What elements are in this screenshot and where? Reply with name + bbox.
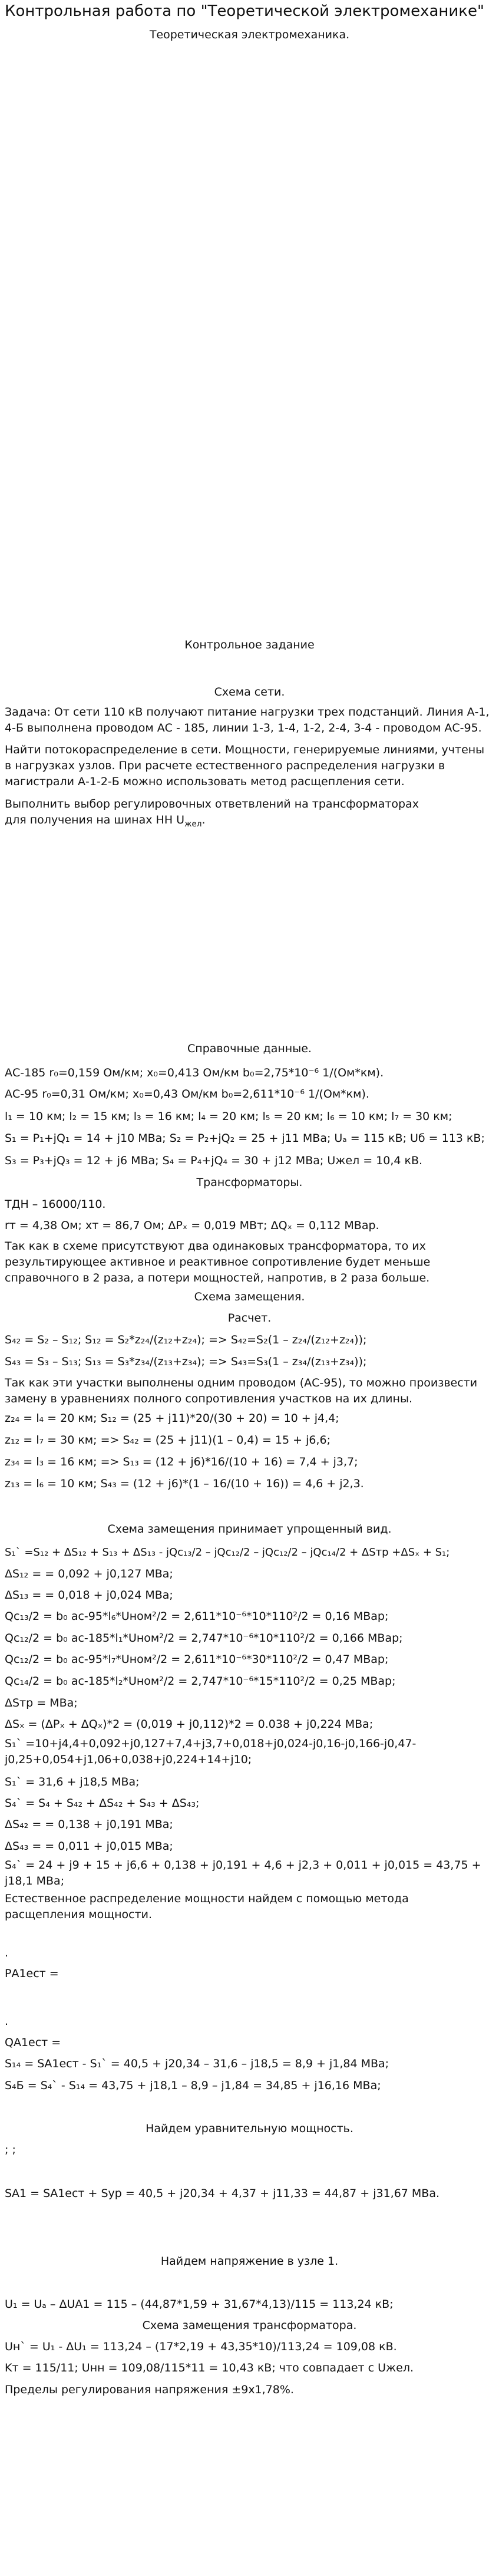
transformer-note: Так как в схеме присутствуют два одинаковых трансформатора, то их результирующее активное и реактивное сопротивление будет меньше справочного в 2 раза, а потери мощностей, напротив, в 2 раза больше. — [5, 1240, 431, 1284]
qc14-line: Qс₁₄/2 = b₀ ас-185*l₂*Uном²/2 = 2,747*10⁻⁶*15*110²/2 = 0,25 МВар; — [5, 1675, 396, 1688]
ref-ac185: АС-185 r₀=0,159 Ом/км; x₀=0,413 Ом/км b₀=2,75*10⁻⁶ 1/(Ом*км). — [5, 1066, 384, 1079]
node-loads-1: S₁ = P₁+jQ₁ = 14 + j10 МВа; S₂ = P₂+jQ₂ = 25 + j11 МВа; Uₐ = 115 кВ; Uб = 113 кВ; — [5, 1132, 485, 1145]
equivalent-circuit-heading: Схема замещения. — [194, 1290, 305, 1303]
document-subtitle: Теоретическая электромеханика. — [149, 28, 350, 41]
simplified-heading: Схема замещения принимает упрощенный вид. — [107, 1523, 392, 1536]
ds13-line: ΔS₁₃ = = 0,018 + j0,024 МВа; — [5, 1589, 173, 1602]
u1-line: U₁ = Uₐ – ΔUА1 = 115 – (44,87*1,59 + 31,67*4,13)/115 = 113,24 кВ; — [5, 2298, 394, 2311]
task-text: Задача: От сети 110 кВ получают питание нагрузки трех подстанций. Линия А-1, 4-Б выполнена проводом АС - 185, линии 1-3, 1-4, 1-2, 2-4, 3-4 - проводом АС-95. — [5, 706, 490, 734]
s4b-line: S₄Б = S₄` - S₁₄ = 43,75 + j18,1 – 8,9 – j1,84 = 34,85 + j16,16 МВа; — [5, 2079, 381, 2092]
node-loads-2: S₃ = P₃+jQ₃ = 12 + j6 МВа; S₄ = P₄+jQ₄ = 30 + j12 МВа; Uжел = 10,4 кВ. — [5, 1154, 423, 1167]
ds12-line: ΔS₁₂ = = 0,092 + j0,127 МВа; — [5, 1567, 173, 1580]
s1-prime-equation: S₁` =S₁₂ + ΔS₁₂ + S₁₃ + ΔS₁₃ - jQс₁₃/2 – jQс₁₂/2 – jQс₁₂/2 – jQс₁₄/2 + ΔSтр +ΔSₓ + S₁; — [5, 1546, 450, 1559]
task-select-sub: жел — [184, 819, 202, 829]
s4-prime-equation: S₄` = S₄ + S₄₂ + ΔS₄₂ + S₄₃ + ΔS₄₃; — [5, 1797, 200, 1810]
task-select-line-1: Выполнить выбор регулировочных ответвлений на трансформаторах — [5, 798, 419, 811]
assignment-heading: Контрольное задание — [184, 638, 315, 651]
transformer-equivalent-heading: Схема замещения трансформатора. — [142, 2319, 357, 2332]
transformer-params: rт = 4,38 Ом; xт = 86,7 Ом; ΔPₓ = 0,019 МВт; ΔQₓ = 0,112 МВар. — [5, 1219, 379, 1232]
qc12-line: Qс₁₂/2 = b₀ ас-185*l₁*Uном²/2 = 2,747*10⁻⁶*10*110²/2 = 0,166 МВар; — [5, 1632, 403, 1645]
document-title: Контрольная работа по "Теоретической электромеханике" — [5, 2, 484, 20]
calculation-heading: Расчет. — [227, 1312, 272, 1325]
qc13-line: Qс₁₃/2 = b₀ ас-95*l₆*Uном²/2 = 2,611*10⁻⁶*10*110²/2 = 0,16 МВар; — [5, 1610, 389, 1623]
task-find-flow: Найти потокораспределение в сети. Мощности, генерируемые линиями, учтены в нагрузках узлов. При расчете естественного распределения нагрузки в магистрали А-1-2-Б можно использовать метод расщепления сети. — [5, 743, 485, 788]
transformer-type: ТДН – 16000/110. — [5, 1198, 106, 1211]
natural-distribution-text: Естественное распределение мощности найдем с помощью метода расщепления мощности. — [5, 1892, 409, 1921]
task-select-end: . — [201, 813, 206, 826]
line-lengths: l₁ = 10 км; l₂ = 15 км; l₃ = 16 км; l₄ = 20 км; l₅ = 20 км; l₆ = 10 км; l₇ = 30 км; — [5, 1110, 452, 1123]
sa1-line: SА1 = SА1ест + Sур = 40,5 + j20,34 + 4,37 + j11,33 = 44,87 + j31,67 МВа. — [5, 2187, 440, 2200]
split-formula-2: S₄₃ = S₃ – S₁₃; S₁₃ = S₃*z₃₄/(z₁₃+z₃₄); => S₄₃=S₃(1 – z₃₄/(z₁₃+z₃₄)); — [5, 1355, 367, 1368]
kt-line: Kт = 115/11; Uнн = 109,08/115*11 = 10,43 кВ; что совпадает с Uжел. — [5, 2361, 414, 2374]
dsx-line: ΔSₓ = (ΔPₓ + ΔQₓ)*2 = (0,019 + j0,112)*2 = 0.038 + j0,224 МВа; — [5, 1718, 374, 1731]
s14-line: S₁₄ = SА1ест - S₁` = 40,5 + j20,34 – 31,6 – j18,5 = 8,9 + j1,84 МВа; — [5, 2057, 389, 2070]
dstr-line: ΔSтр = МВа; — [5, 1697, 78, 1709]
qc12b-line: Qс₁₂/2 = b₀ ас-95*l₇*Uном²/2 = 2,611*10⁻⁶*30*110²/2 = 0,47 МВар; — [5, 1653, 389, 1666]
same-wire-note: Так как эти участки выполнены одним проводом (АС-95), то можно произвести замену в уравнениях полного сопротивления участков на их длины. — [5, 1376, 478, 1405]
s4-prime-result: S₄` = 24 + j9 + 15 + j6,6 + 0,138 + j0,191 + 4,6 + j2,3 + 0,011 + j0,015 = 43,75 + j18,1 МВа; — [5, 1859, 481, 1887]
task-select-text: для получения на шинах НН U — [5, 813, 185, 826]
equalizing-power-heading: Найдем уравнительную мощность. — [146, 2122, 353, 2135]
dot-marker-2: . — [5, 2015, 9, 2028]
reference-heading: Справочные данные. — [187, 1042, 312, 1055]
equalizing-placeholder: ; ; — [5, 2143, 16, 2156]
voltage-heading: Найдем напряжение в узле 1. — [160, 2255, 339, 2268]
transformers-heading: Трансформаторы. — [196, 1176, 303, 1189]
ds43-line: ΔS₄₃ = = 0,011 + j0,015 МВа; — [5, 1840, 173, 1853]
network-heading: Схема сети. — [214, 686, 285, 699]
pa1-natural-line: PА1ест = — [5, 1967, 59, 1980]
s1-prime-calc: S₁` =10+j4,4+0,092+j0,127+7,4+j3,7+0,018+j0,024-j0,16-j0,166-j0,47-j0,25+0,054+j1,06+0,038+j0,224+14+j10; — [5, 1737, 417, 1766]
z24-line: z₂₄ = l₄ = 20 км; S₁₂ = (25 + j11)*20/(30 + 20) = 10 + j4,4; — [5, 1412, 339, 1425]
dot-marker-1: . — [5, 1946, 9, 1959]
ds42-line: ΔS₄₂ = = 0,138 + j0,191 МВа; — [5, 1818, 173, 1831]
z34-line: z₃₄ = l₃ = 16 км; => S₁₃ = (12 + j6)*16/(10 + 16) = 7,4 + j3,7; — [5, 1455, 358, 1468]
un-line: Uн` = U₁ - ΔU₁ = 113,24 – (17*2,19 + 43,35*10)/113,24 = 109,08 кВ. — [5, 2340, 397, 2353]
s1-prime-result: S₁` = 31,6 + j18,5 МВа; — [5, 1775, 140, 1788]
task-select-line-2 — [5, 812, 493, 828]
z12-line: z₁₂ = l₇ = 30 км; => S₄₂ = (25 + j11)(1 – 0,4) = 15 + j6,6; — [5, 1434, 331, 1447]
qa1-natural-line: QА1ест = — [5, 2036, 61, 2049]
z13-line: z₁₃ = l₆ = 10 км; S₄₃ = (12 + j6)*(1 – 16/(10 + 16)) = 4,6 + j2,3. — [5, 1477, 364, 1490]
regulation-limits-line: Пределы регулирования напряжения ±9х1,78%. — [5, 2383, 294, 2396]
split-formula-1: S₄₂ = S₂ – S₁₂; S₁₂ = S₂*z₂₄/(z₁₂+z₂₄); => S₄₂=S₂(1 – z₂₄/(z₁₂+z₂₄)); — [5, 1333, 367, 1346]
ref-ac95: АС-95 r₀=0,31 Ом/км; x₀=0,43 Ом/км b₀=2,611*10⁻⁶ 1/(Ом*км). — [5, 1088, 369, 1101]
